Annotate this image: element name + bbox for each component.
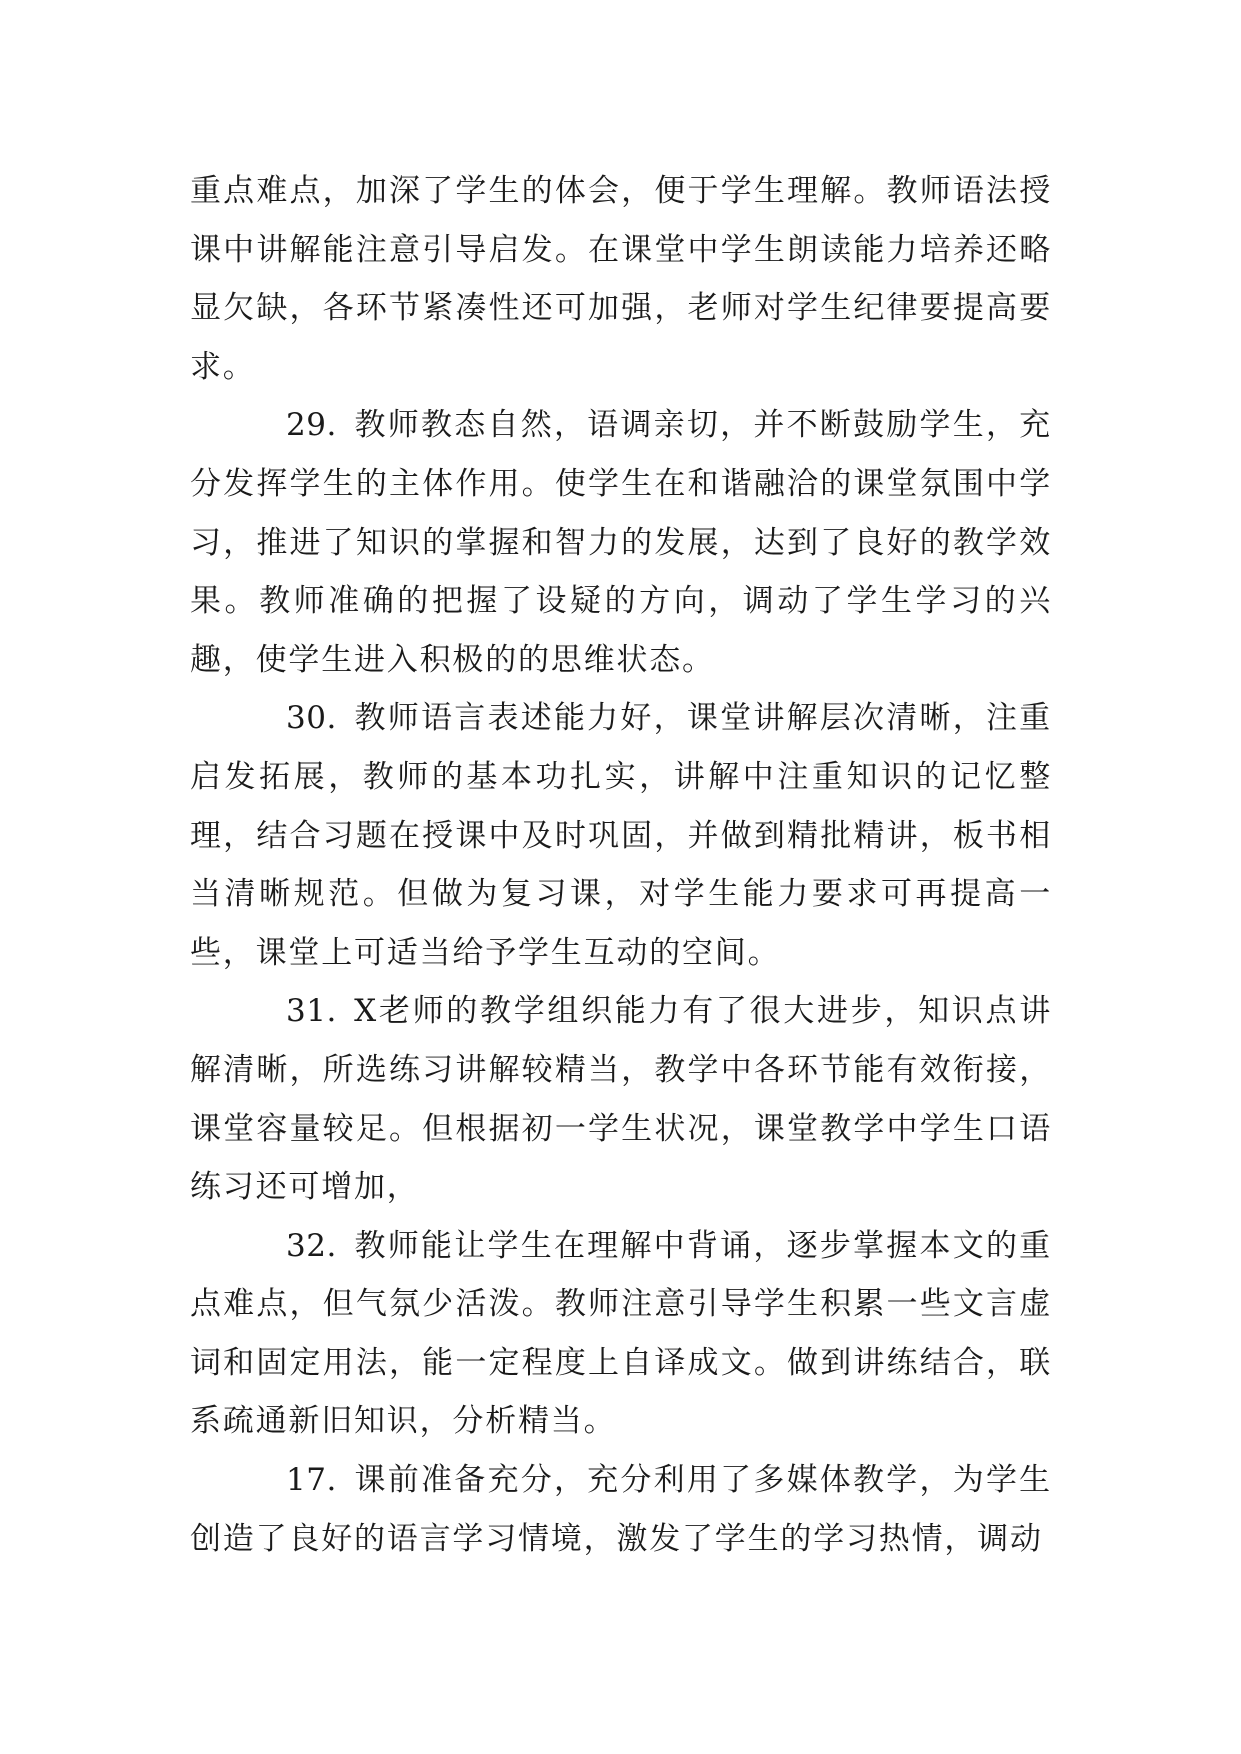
paragraph-31	[190, 982, 1052, 1216]
paragraph-number: 17.	[286, 1462, 337, 1499]
paragraph-continued	[190, 162, 1052, 396]
paragraph-17	[190, 1451, 1052, 1568]
paragraph-text: 教师教态自然，语调亲切，并不断鼓励学生，充分发挥学生的主体作用。使学生在和谐融洽的课堂氛围中学习，推进了知识的掌握和智力的发展，达到了良好的教学效果。教师准确的把握了设疑的方向，调动了学生学习的兴趣，使学生进入积极的的思维状态。	[190, 407, 1052, 678]
paragraph-30	[190, 689, 1052, 982]
document-page	[190, 162, 1052, 1568]
paragraph-number: 30.	[286, 700, 337, 737]
paragraph-text: 课前准备充分，充分利用了多媒体教学，为学生创造了良好的语言学习情境，激发了学生的学习热情，调动	[190, 1462, 1052, 1557]
paragraph-number: 31.	[286, 993, 337, 1030]
paragraph-text: 教师语言表述能力好，课堂讲解层次清晰，注重启发拓展，教师的基本功扎实，讲解中注重知识的记忆整理，结合习题在授课中及时巩固，并做到精批精讲，板书相当清晰规范。但做为复习课，对学生能力要求可再提高一些，课堂上可适当给予学生互动的空间。	[190, 700, 1052, 971]
paragraph-number: 32.	[286, 1227, 337, 1264]
paragraph-text: X老师的教学组织能力有了很大进步，知识点讲解清晰，所选练习讲解较精当，教学中各环节能有效衔接，课堂容量较足。但根据初一学生状况，课堂教学中学生口语练习还可增加，	[190, 993, 1052, 1206]
paragraph-text: 重点难点，加深了学生的体会，便于学生理解。教师语法授课中讲解能注意引导启发。在课堂中学生朗读能力培养还略显欠缺，各环节紧凑性还可加强，老师对学生纪律要提高要求。	[190, 173, 1052, 385]
paragraph-number: 29.	[286, 407, 337, 444]
paragraph-text: 教师能让学生在理解中背诵，逐步掌握本文的重点难点，但气氛少活泼。教师注意引导学生积累一些文言虚词和固定用法，能一定程度上自译成文。做到讲练结合，联系疏通新旧知识，分析精当。	[190, 1227, 1052, 1440]
paragraph-29	[190, 396, 1052, 689]
paragraph-32	[190, 1217, 1052, 1451]
